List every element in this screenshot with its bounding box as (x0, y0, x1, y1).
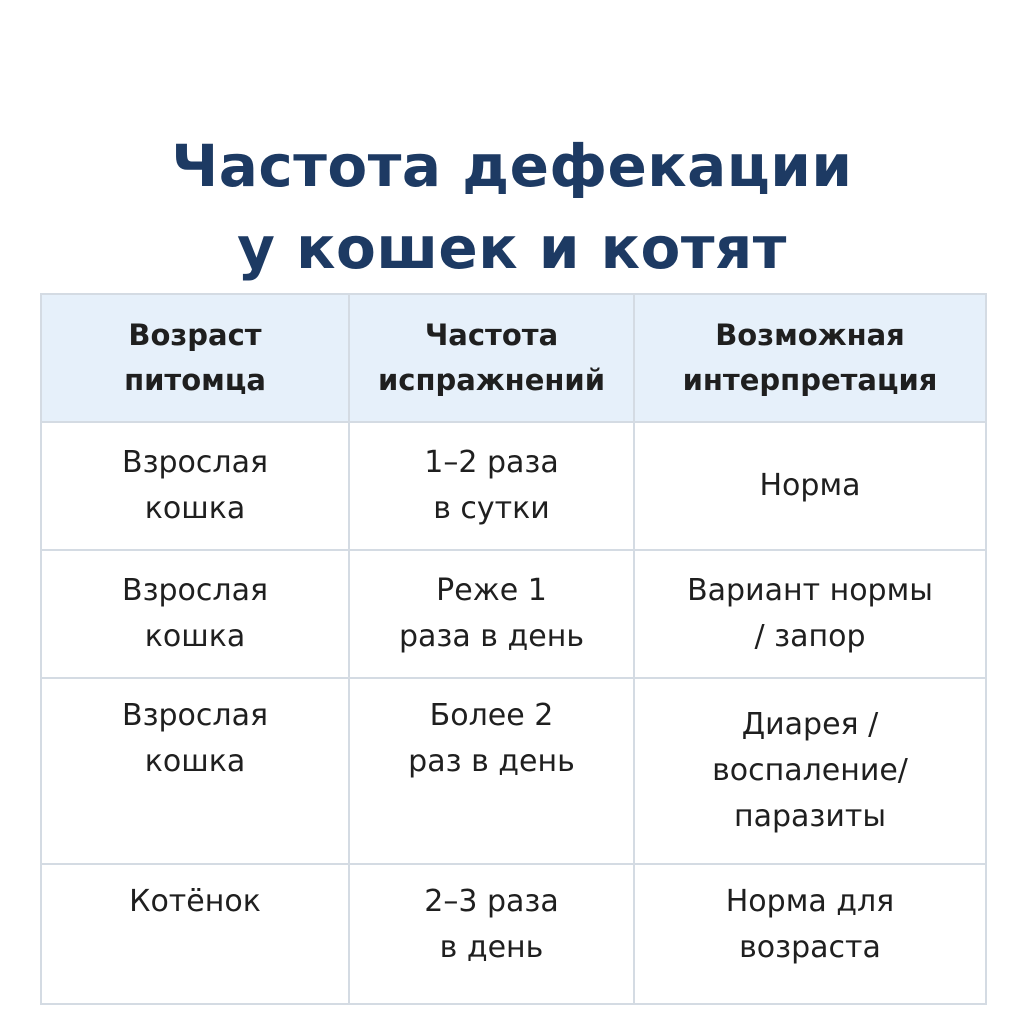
cell-pet-age: Взрослая кошка (41, 678, 349, 864)
page-title (0, 125, 1024, 289)
cell-interpretation: Вариант нормы / запор (634, 550, 986, 678)
header-interpretation: Возможная интерпретация (634, 294, 986, 422)
header-frequency: Частота испражнений (349, 294, 634, 422)
table-header-row (41, 294, 986, 422)
frequency-table (40, 293, 987, 1005)
cell-pet-age: Котёнок (41, 864, 349, 1004)
title-line-2: у кошек и котят (237, 213, 787, 282)
title-line-1: Частота дефекации (171, 131, 853, 200)
cell-frequency: Реже 1 раза в день (349, 550, 634, 678)
header-pet-age: Возраст питомца (41, 294, 349, 422)
table-row (41, 550, 986, 678)
cell-pet-age: Взрослая кошка (41, 422, 349, 550)
cell-frequency: Более 2 раз в день (349, 678, 634, 864)
cell-frequency: 2–3 раза в день (349, 864, 634, 1004)
table-row (41, 678, 986, 864)
cell-pet-age: Взрослая кошка (41, 550, 349, 678)
table-row (41, 422, 986, 550)
cell-interpretation: Норма для возраста (634, 864, 986, 1004)
table-row (41, 864, 986, 1004)
cell-interpretation: Норма (634, 422, 986, 550)
cell-interpretation: Диарея / воспаление/ паразиты (634, 678, 986, 864)
cell-frequency: 1–2 раза в сутки (349, 422, 634, 550)
